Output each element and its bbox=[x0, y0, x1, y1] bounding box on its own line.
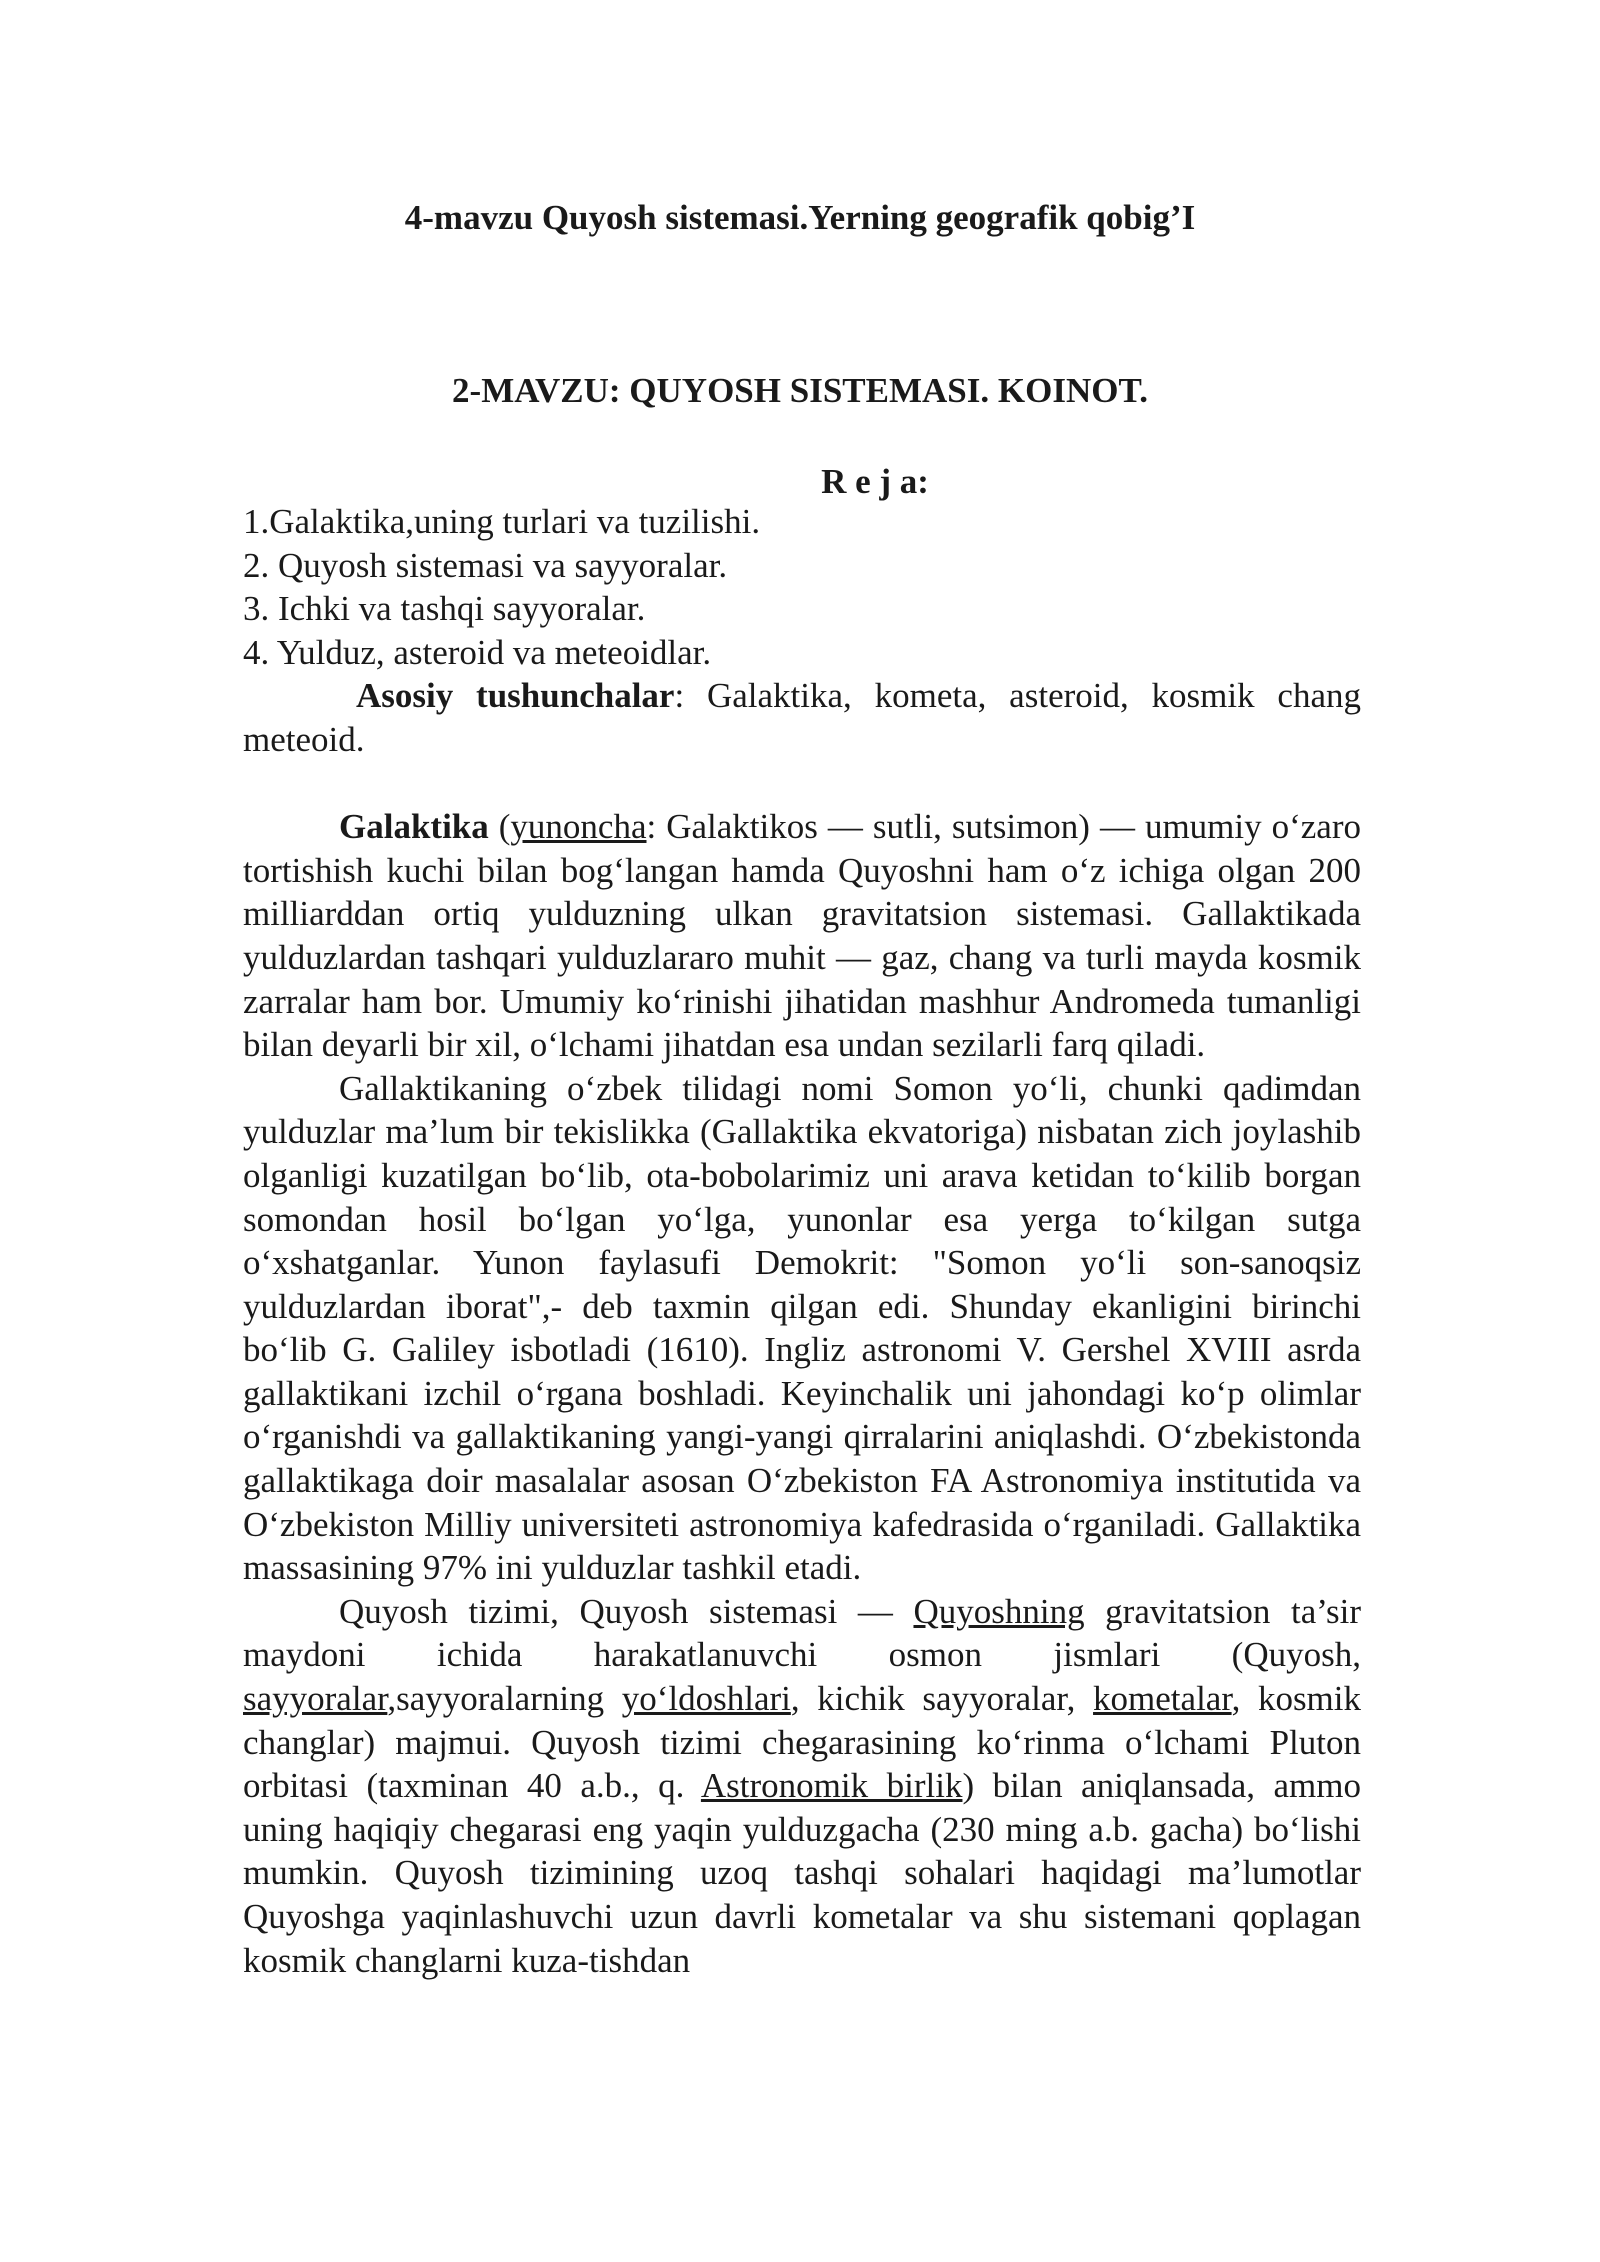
paragraph-quyosh-tizimi bbox=[243, 1590, 1361, 1982]
link-kometalar[interactable]: kometalar bbox=[1093, 1679, 1232, 1719]
plan-item-4: 4. Yulduz, asteroid va meteoidlar. bbox=[243, 632, 712, 672]
term-galaktika: Galaktika bbox=[339, 807, 489, 847]
link-quyoshning[interactable]: Quyoshning bbox=[913, 1591, 1085, 1631]
plan-item-3: 3. Ichki va tashqi sayyoralar. bbox=[243, 589, 646, 629]
paragraph-somon-yoli: Gallaktikaning o‘zbek tilidagi nomi Somon yo‘li, chunki qadimdan yulduzlar ma’lum bir tekislikka (Gallaktika ekvatoriga) nisbatan zich joylashib olganligi kuzatilgan bo‘lib, ota-bobolarimiz uni arava ketidan to‘kilib borgan somondan hosil bo‘lgan yo‘lga, yunonlar esa yerga to‘kilgan sutga o‘xshatganlar. Yunon faylasufi Demokrit: "Somon yo‘li son-sanoqsiz yulduzlardan iborat",- deb taxmin qilgan edi. Shunday ekanligini birinchi bo‘lib G. Galiley isbotladi (1610). Ingliz astronomi V. Gershel XVIII asrda gallaktikani izchil o‘rgana boshladi. Keyinchalik uni jahondagi ko‘p olimlar o‘rganishdi va gallaktikaning yangi-yangi qirralarini aniqlashdi. O‘zbekistonda gallaktikaga doir masalalar asosan O‘zbekiston FA Astronomiya institutida va O‘zbekiston Milliy universiteti astronomiya kafedrasida o‘rganiladi. Gallaktika massasining 97% ini yulduzlar tashkil etadi. bbox=[243, 1068, 1361, 1588]
paren-open: ( bbox=[488, 807, 511, 847]
spacer bbox=[243, 762, 1361, 806]
key-concepts-text: : Galaktika, kometa, asteroid, kosmik chang meteoid. bbox=[243, 676, 1361, 759]
link-astronomik-birlik[interactable]: Astronomik birlik bbox=[700, 1766, 963, 1806]
key-concepts bbox=[243, 674, 1361, 761]
text-segment: Quyosh tizimi, Quyosh sistemasi — bbox=[339, 1591, 914, 1631]
text-segment: , kosmik changlar) majmui. Quyosh tizimi chegarasining ko‘rinma o‘lchami Pluton orbitasi (taxminan 40 a.b., q. bbox=[243, 1679, 1362, 1806]
paragraph-galaktika-text: : Galaktikos — sutli, sutsimon) — umumiy o‘zaro tortishish kuchi bilan bog‘langan hamda Quyoshni ham o‘z ichiga olgan 200 milliarddan ortiq yulduzning ulkan gravitatsion sistemasi. Gallaktikada yulduzlardan tashqari yulduzlararo muhit — gaz, chang va turli mayda kosmik zarralar ham bor. Umumiy ko‘rinishi jihatidan mashhur Andromeda tumanligi bilan deyarli bir xil, o‘lchami jihatdan esa undan sezilarli farq qiladi. bbox=[243, 807, 1361, 1065]
text-segment: ) bilan aniqlansada, ammo uning haqiqiy chegarasi eng yaqin yulduzgacha (230 ming a.b. gacha) bo‘lishi mumkin. Quyosh tizimining uzoq tashqi sohalari haqidagi ma’lumotlar Quyoshga yaqinlashuvchi uzun davrli kometalar va shu sistemani qoplagan kosmik changlarni kuza-tishdan bbox=[243, 1766, 1361, 1980]
section-title: 2-MAVZU: QUYOSH SISTEMASI. KOINOT. bbox=[452, 371, 1148, 410]
text-segment: ,sayyoralarning bbox=[387, 1679, 622, 1719]
paragraph-galaktika bbox=[243, 805, 1361, 1067]
text-segment: gravitatsion ta’sir maydoni ichida harakatlanuvchi osmon jismlari (Quyosh, bbox=[243, 1591, 1361, 1675]
plan-item-2: 2. Quyosh sistemasi va sayyoralar. bbox=[243, 545, 728, 585]
plan-item-1: 1.Galaktika,uning turlari va tuzilishi. bbox=[243, 502, 761, 541]
document-title: 4-mavzu Quyosh sistemasi.Yerning geografik qobig’I bbox=[404, 198, 1196, 237]
document-body bbox=[243, 500, 1361, 1982]
link-sayyoralar[interactable]: sayyoralar bbox=[243, 1679, 388, 1719]
key-concepts-label: Asosiy tushunchalar bbox=[356, 676, 675, 716]
plan-heading: R e j a: bbox=[821, 462, 929, 501]
text-segment: , kichik sayyoralar, bbox=[790, 1679, 1094, 1719]
plan-list bbox=[243, 500, 1361, 674]
link-yunoncha[interactable]: yunoncha bbox=[510, 807, 647, 847]
link-yoldoshlari[interactable]: yo‘ldoshlari bbox=[621, 1679, 791, 1719]
